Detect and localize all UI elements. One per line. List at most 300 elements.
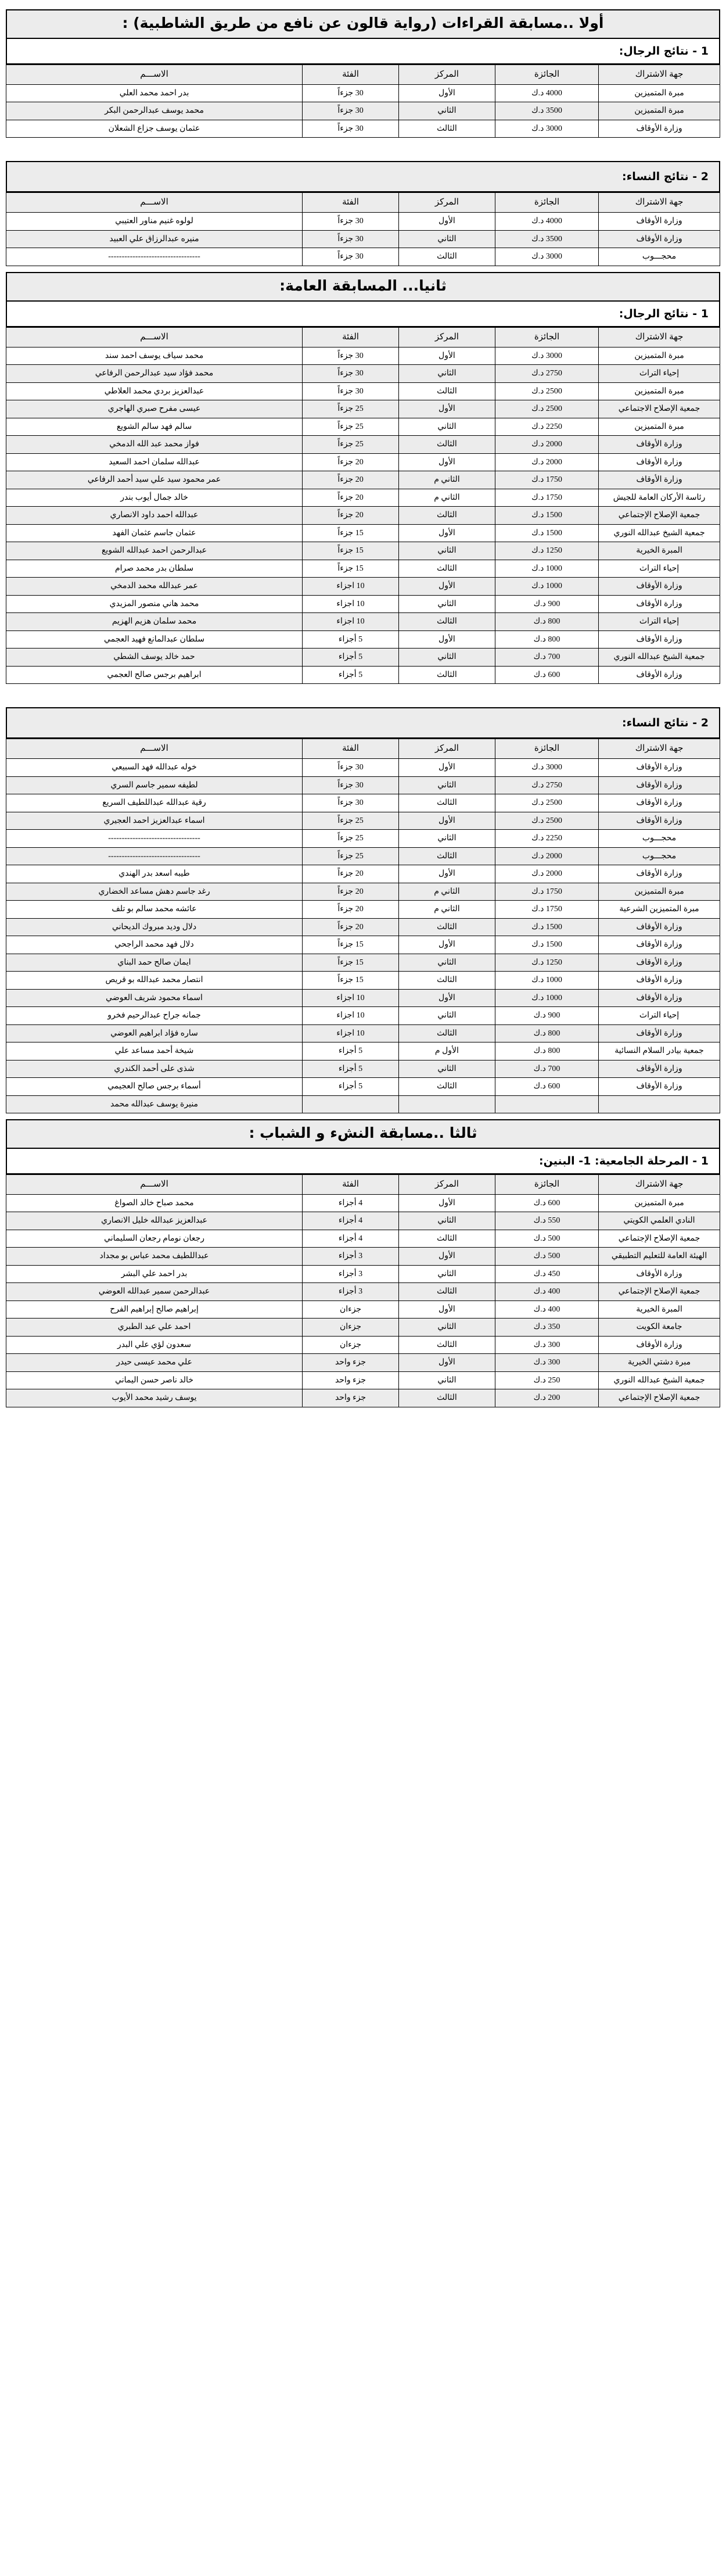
cell-organization: الهيئة العامة للتعليم التطبيقي	[599, 1248, 720, 1266]
table-row	[6, 453, 720, 471]
cell-category: 5 أجزاء	[303, 666, 399, 684]
cell-rank: الأول	[398, 213, 495, 231]
cell-prize: 400 د.ك	[495, 1300, 598, 1319]
cell-name: طيبه اسعد بدر الهندي	[6, 865, 303, 883]
cell-name: عائشه محمد سالم بو تلف	[6, 901, 303, 919]
cell-category: 30 جزءاً	[303, 230, 399, 248]
subsection-header-box	[6, 161, 720, 192]
cell-name: انتصار محمد عبدالله بو قريص	[6, 972, 303, 990]
subsection-heading: 1 - المرحلة الجامعية: 1- البنين:	[539, 1154, 709, 1167]
table-row	[6, 1060, 720, 1078]
cell-name: جمانه جراح عبدالرحيم فخرو	[6, 1007, 303, 1025]
table-row	[6, 794, 720, 812]
cell-rank: الأول	[398, 347, 495, 365]
cell-prize: 2000 د.ك	[495, 436, 598, 454]
table-row	[6, 1283, 720, 1301]
cell-category: 5 أجزاء	[303, 1060, 399, 1078]
cell-name: شذى على أحمد الكندري	[6, 1060, 303, 1078]
table-row	[6, 1319, 720, 1337]
cell-prize: 1750 د.ك	[495, 471, 598, 489]
cell-name: سالم فهد سالم الشويع	[6, 418, 303, 436]
table-header-row	[6, 65, 720, 84]
cell-prize: 1500 د.ك	[495, 936, 598, 954]
cell-prize: 800 د.ك	[495, 613, 598, 631]
col-header-prize: الجائزة	[495, 739, 598, 759]
cell-rank: الثالث	[398, 1230, 495, 1248]
cell-organization: وزارة الأوقاف	[599, 918, 720, 936]
table-row	[6, 936, 720, 954]
cell-category: 4 أجزاء	[303, 1212, 399, 1230]
table-header-row	[6, 1174, 720, 1194]
table-row	[6, 365, 720, 383]
cell-name: عبداللطيف محمد عباس بو مجداد	[6, 1248, 303, 1266]
col-header-prize: الجائزة	[495, 193, 598, 213]
cell-category: 10 اجزاء	[303, 595, 399, 613]
cell-rank: الثاني	[398, 649, 495, 667]
cell-category: 30 جزءاً	[303, 776, 399, 794]
cell-category: 30 جزءاً	[303, 120, 399, 138]
cell-name: محمد سياف يوسف احمد سند	[6, 347, 303, 365]
cell-category: 25 جزءاً	[303, 418, 399, 436]
cell-rank: الثاني م	[398, 471, 495, 489]
cell-organization: وزارة الأوقاف	[599, 759, 720, 777]
cell-category: جزءان	[303, 1319, 399, 1337]
cell-name: محمد هاني منصور المزيدي	[6, 595, 303, 613]
col-header-name: الاســـم	[6, 193, 303, 213]
cell-rank	[398, 1095, 495, 1113]
cell-rank: الثاني	[398, 830, 495, 848]
table-row	[6, 1300, 720, 1319]
cell-category: 15 جزءاً	[303, 560, 399, 578]
cell-organization: مبرة دشتي الخيرية	[599, 1354, 720, 1372]
cell-organization: إحياء التراث	[599, 613, 720, 631]
table-row	[6, 1230, 720, 1248]
cell-rank: الأول	[398, 812, 495, 830]
cell-prize: 400 د.ك	[495, 1283, 598, 1301]
table-row	[6, 578, 720, 596]
subsection-header-box	[6, 302, 720, 327]
cell-prize: 2500 د.ك	[495, 382, 598, 400]
cell-name: محمد صباح خالد الصواغ	[6, 1194, 303, 1212]
cell-name: فواز محمد عبد الله الدمخي	[6, 436, 303, 454]
cell-rank: الثالث	[398, 794, 495, 812]
table-row	[6, 418, 720, 436]
cell-name: سعدون لؤي علي البدر	[6, 1336, 303, 1354]
cell-category: 30 جزءاً	[303, 84, 399, 102]
cell-category: 20 جزءاً	[303, 865, 399, 883]
table-row	[6, 1042, 720, 1061]
cell-organization: وزارة الأوقاف	[599, 120, 720, 138]
table-row	[6, 1265, 720, 1283]
cell-prize: 1000 د.ك	[495, 578, 598, 596]
cell-organization: المبرة الخيرية	[599, 1300, 720, 1319]
cell-category: 25 جزءاً	[303, 830, 399, 848]
cell-prize: 1750 د.ك	[495, 489, 598, 507]
cell-organization: وزارة الأوقاف	[599, 1024, 720, 1042]
section-banner-0	[6, 9, 720, 39]
cell-category: جزءان	[303, 1336, 399, 1354]
cell-organization: وزارة الأوقاف	[599, 595, 720, 613]
table-row	[6, 84, 720, 102]
cell-name: سلطان عبدالمانع فهيد العجمي	[6, 630, 303, 649]
cell-name: علي محمد عيسى حيدر	[6, 1354, 303, 1372]
cell-rank: الأول م	[398, 1042, 495, 1061]
col-header-category: الفئة	[303, 739, 399, 759]
cell-category: 25 جزءاً	[303, 436, 399, 454]
cell-organization: وزارة الأوقاف	[599, 1265, 720, 1283]
cell-prize: 900 د.ك	[495, 1007, 598, 1025]
table-row	[6, 400, 720, 418]
cell-name: عبدالعزيز عبدالله خليل الانصاري	[6, 1212, 303, 1230]
table-row	[6, 847, 720, 865]
table-row	[6, 347, 720, 365]
cell-rank: الثاني	[398, 1371, 495, 1389]
cell-rank: الأول	[398, 1354, 495, 1372]
cell-name: أسماء برجس صالح العجيمي	[6, 1078, 303, 1096]
cell-rank: الأول	[398, 865, 495, 883]
cell-category: 25 جزءاً	[303, 812, 399, 830]
cell-organization: وزارة الأوقاف	[599, 578, 720, 596]
cell-name: ايمان صالح حمد البناي	[6, 954, 303, 972]
cell-rank: الثاني	[398, 1319, 495, 1337]
cell-category: 20 جزءاً	[303, 507, 399, 525]
cell-category: 10 اجزاء	[303, 989, 399, 1007]
cell-rank: الأول	[398, 1194, 495, 1212]
cell-category: 20 جزءاً	[303, 453, 399, 471]
cell-organization: إحياء التراث	[599, 1007, 720, 1025]
cell-prize: 800 د.ك	[495, 630, 598, 649]
cell-prize: 300 د.ك	[495, 1354, 598, 1372]
table-row	[6, 471, 720, 489]
cell-prize: 350 د.ك	[495, 1319, 598, 1337]
cell-name: منيرة يوسف عبدالله محمد	[6, 1095, 303, 1113]
table-header-row	[6, 739, 720, 759]
cell-category: 10 اجزاء	[303, 1007, 399, 1025]
section-gap	[6, 684, 720, 699]
cell-rank: الثاني	[398, 595, 495, 613]
table-row	[6, 1371, 720, 1389]
cell-organization: وزارة الأوقاف	[599, 776, 720, 794]
table-row	[6, 666, 720, 684]
cell-name: محمد يوسف عبدالرحمن البكر	[6, 102, 303, 120]
col-header-rank: المركز	[398, 327, 495, 347]
table-header-row	[6, 327, 720, 347]
cell-prize: 1250 د.ك	[495, 954, 598, 972]
table-row	[6, 230, 720, 248]
cell-rank: الثاني	[398, 1212, 495, 1230]
results-table-1	[6, 192, 720, 266]
cell-prize: 1000 د.ك	[495, 560, 598, 578]
cell-rank: الثالث	[398, 436, 495, 454]
sections-container	[6, 9, 720, 1407]
results-table-0	[6, 65, 720, 138]
cell-category: 20 جزءاً	[303, 471, 399, 489]
cell-prize: 250 د.ك	[495, 1371, 598, 1389]
cell-category: 30 جزءاً	[303, 382, 399, 400]
cell-prize: 2500 د.ك	[495, 400, 598, 418]
table-row	[6, 524, 720, 542]
cell-rank: الثاني	[398, 418, 495, 436]
col-header-category: الفئة	[303, 1174, 399, 1194]
cell-organization: وزارة الأوقاف	[599, 936, 720, 954]
table-row	[6, 542, 720, 560]
cell-organization: وزارة الأوقاف	[599, 1336, 720, 1354]
cell-prize: 1500 د.ك	[495, 918, 598, 936]
cell-name: إبراهيم صالح إبراهيم الفرح	[6, 1300, 303, 1319]
cell-rank: الأول	[398, 759, 495, 777]
section-title: أولا ..مسابقة القراءات (رواية قالون عن نافع من طريق الشاطبية) :	[122, 15, 604, 31]
cell-rank: الثالث	[398, 918, 495, 936]
cell-organization: مبرة المتميزين	[599, 418, 720, 436]
cell-name: ----------------------------------	[6, 847, 303, 865]
cell-category: 15 جزءاً	[303, 954, 399, 972]
cell-organization: إحياء التراث	[599, 365, 720, 383]
section-title: ثالثا ..مسابقة النشء و الشباب :	[249, 1124, 477, 1141]
cell-category: 30 جزءاً	[303, 365, 399, 383]
cell-category: 20 جزءاً	[303, 901, 399, 919]
table-row	[6, 865, 720, 883]
cell-prize: 1000 د.ك	[495, 989, 598, 1007]
cell-name: ساره فؤاد ابراهيم العوضي	[6, 1024, 303, 1042]
col-header-name: الاســـم	[6, 65, 303, 84]
table-row	[6, 436, 720, 454]
cell-prize: 3000 د.ك	[495, 248, 598, 266]
table-row	[6, 918, 720, 936]
cell-prize	[495, 1095, 598, 1113]
cell-rank: الثاني	[398, 542, 495, 560]
cell-category: 30 جزءاً	[303, 794, 399, 812]
table-row	[6, 1024, 720, 1042]
cell-category: 25 جزءاً	[303, 847, 399, 865]
cell-organization: وزارة الأوقاف	[599, 812, 720, 830]
table-row	[6, 102, 720, 120]
col-header-name: الاســـم	[6, 327, 303, 347]
cell-category: جزء واحد	[303, 1389, 399, 1407]
cell-name: اسماء محمود شريف العوضي	[6, 989, 303, 1007]
cell-prize: 450 د.ك	[495, 1265, 598, 1283]
cell-rank: الثالث	[398, 1024, 495, 1042]
cell-name: شيخة أحمد مساعد علي	[6, 1042, 303, 1061]
table-row	[6, 649, 720, 667]
cell-organization: إحياء التراث	[599, 560, 720, 578]
cell-prize: 4000 د.ك	[495, 84, 598, 102]
cell-name: لطيفه سمير جاسم السري	[6, 776, 303, 794]
table-row	[6, 1007, 720, 1025]
cell-prize: 1500 د.ك	[495, 507, 598, 525]
table-row	[6, 989, 720, 1007]
cell-name: خوله عبدالله فهد السبيعي	[6, 759, 303, 777]
cell-rank: الثالث	[398, 560, 495, 578]
cell-rank: الأول	[398, 1248, 495, 1266]
cell-organization: وزارة الأوقاف	[599, 666, 720, 684]
cell-prize: 1500 د.ك	[495, 524, 598, 542]
col-header-prize: الجائزة	[495, 65, 598, 84]
cell-name: رغد جاسم دهش مساعد الخضاري	[6, 883, 303, 901]
cell-organization: جمعية الإصلاح الإجتماعي	[599, 1389, 720, 1407]
cell-organization: جمعية الشيخ عبدالله النوري	[599, 524, 720, 542]
cell-organization: النادي العلمي الكويتي	[599, 1212, 720, 1230]
cell-prize: 3500 د.ك	[495, 230, 598, 248]
cell-rank: الثالث	[398, 1078, 495, 1096]
cell-category: 30 جزءاً	[303, 102, 399, 120]
cell-rank: الأول	[398, 400, 495, 418]
cell-rank: الثاني	[398, 776, 495, 794]
table-row	[6, 1389, 720, 1407]
cell-prize: 600 د.ك	[495, 1194, 598, 1212]
cell-category: جزء واحد	[303, 1371, 399, 1389]
cell-prize: 1750 د.ك	[495, 883, 598, 901]
results-table-2	[6, 327, 720, 685]
cell-rank: الثالث	[398, 666, 495, 684]
cell-rank: الأول	[398, 524, 495, 542]
cell-rank: الثاني م	[398, 883, 495, 901]
cell-rank: الثالث	[398, 507, 495, 525]
cell-organization: وزارة الأوقاف	[599, 1060, 720, 1078]
table-row	[6, 1194, 720, 1212]
cell-prize: 1750 د.ك	[495, 901, 598, 919]
table-row	[6, 1354, 720, 1372]
cell-rank: الأول	[398, 630, 495, 649]
cell-prize: 500 د.ك	[495, 1248, 598, 1266]
cell-prize: 900 د.ك	[495, 595, 598, 613]
cell-rank: الأول	[398, 936, 495, 954]
table-row	[6, 1078, 720, 1096]
cell-organization: مبرة المتميزين	[599, 102, 720, 120]
table-row	[6, 630, 720, 649]
table-row	[6, 595, 720, 613]
cell-rank: الأول	[398, 84, 495, 102]
cell-organization: جمعية الإصلاح الإجتماعي	[599, 507, 720, 525]
cell-name: ----------------------------------	[6, 830, 303, 848]
cell-category: 15 جزءاً	[303, 524, 399, 542]
cell-name: عمر عبدالله محمد الدمخي	[6, 578, 303, 596]
table-row	[6, 213, 720, 231]
table-row	[6, 489, 720, 507]
cell-name: حمد خالد يوسف الشطي	[6, 649, 303, 667]
cell-organization: محجـــوب	[599, 830, 720, 848]
cell-name: دلال فهد محمد الراجحي	[6, 936, 303, 954]
table-row	[6, 560, 720, 578]
table-row	[6, 120, 720, 138]
cell-name: عبدالرحمن احمد عبدالله الشويع	[6, 542, 303, 560]
cell-organization: مبرة المتميزين	[599, 883, 720, 901]
cell-rank: الأول	[398, 453, 495, 471]
table-row	[6, 1336, 720, 1354]
cell-name: محمد فؤاد سيد عبدالرحمن الرفاعي	[6, 365, 303, 383]
cell-organization: رئاسة الأركان العامة للجيش	[599, 489, 720, 507]
cell-name: عبدالله احمد داود الانصاري	[6, 507, 303, 525]
cell-organization: مبرة المتميزين	[599, 84, 720, 102]
cell-rank: الأول	[398, 989, 495, 1007]
results-table-4	[6, 1174, 720, 1407]
cell-prize: 1000 د.ك	[495, 972, 598, 990]
section-banner-2	[6, 1119, 720, 1149]
cell-prize: 2250 د.ك	[495, 418, 598, 436]
cell-name: ابراهيم برجس صالح العجمي	[6, 666, 303, 684]
cell-prize: 3000 د.ك	[495, 347, 598, 365]
cell-name: عبدالرحمن سمير عبدالله العوضي	[6, 1283, 303, 1301]
subsection-heading: 2 - نتائج النساء:	[622, 170, 709, 184]
cell-name: منيره عبدالرزاق علي العبيد	[6, 230, 303, 248]
cell-name: عثمان يوسف جزاع الشعلان	[6, 120, 303, 138]
cell-prize: 700 د.ك	[495, 1060, 598, 1078]
col-header-name: الاســـم	[6, 739, 303, 759]
cell-prize: 3000 د.ك	[495, 120, 598, 138]
col-header-organization: جهة الاشتراك	[599, 1174, 720, 1194]
cell-category: جزءان	[303, 1300, 399, 1319]
section-gap	[6, 138, 720, 153]
subsection-header-box	[6, 39, 720, 65]
cell-category: 30 جزءاً	[303, 759, 399, 777]
cell-organization: محجـــوب	[599, 847, 720, 865]
cell-category: جزء واحد	[303, 1354, 399, 1372]
cell-prize: 2000 د.ك	[495, 847, 598, 865]
cell-rank: الثاني	[398, 1060, 495, 1078]
col-header-prize: الجائزة	[495, 1174, 598, 1194]
col-header-organization: جهة الاشتراك	[599, 65, 720, 84]
cell-prize: 2500 د.ك	[495, 794, 598, 812]
cell-prize: 550 د.ك	[495, 1212, 598, 1230]
cell-organization: جمعية الإصلاح الاجتماعي	[599, 400, 720, 418]
cell-organization: وزارة الأوقاف	[599, 436, 720, 454]
cell-rank: الثالث	[398, 1336, 495, 1354]
cell-name: عيسى مفرح صبري الهاجري	[6, 400, 303, 418]
table-row	[6, 830, 720, 848]
cell-prize: 2250 د.ك	[495, 830, 598, 848]
cell-prize: 2750 د.ك	[495, 776, 598, 794]
cell-rank: الثالث	[398, 1389, 495, 1407]
table-row	[6, 613, 720, 631]
cell-rank: الثالث	[398, 1283, 495, 1301]
subsection-header-box	[6, 1149, 720, 1174]
cell-rank: الثالث	[398, 847, 495, 865]
cell-name: لولوه غنيم مناور العتيبي	[6, 213, 303, 231]
cell-category: 3 أجزاء	[303, 1248, 399, 1266]
cell-organization: مبرة المتميزين	[599, 1194, 720, 1212]
section-banner-1	[6, 272, 720, 302]
cell-organization: جمعية الشيخ عبدالله النوري	[599, 649, 720, 667]
cell-category: 15 جزءاً	[303, 972, 399, 990]
cell-category: 20 جزءاً	[303, 489, 399, 507]
cell-prize: 2750 د.ك	[495, 365, 598, 383]
cell-organization: وزارة الأوقاف	[599, 794, 720, 812]
cell-category	[303, 1095, 399, 1113]
cell-rank: الثالث	[398, 972, 495, 990]
cell-category: 3 أجزاء	[303, 1283, 399, 1301]
cell-prize: 2500 د.ك	[495, 812, 598, 830]
cell-organization: مبرة المتميزين	[599, 382, 720, 400]
table-row	[6, 901, 720, 919]
cell-prize: 600 د.ك	[495, 666, 598, 684]
cell-organization: وزارة الأوقاف	[599, 630, 720, 649]
table-row	[6, 759, 720, 777]
cell-prize: 800 د.ك	[495, 1042, 598, 1061]
cell-category: 10 اجزاء	[303, 613, 399, 631]
cell-category: 3 أجزاء	[303, 1265, 399, 1283]
cell-prize: 2000 د.ك	[495, 865, 598, 883]
cell-prize: 2000 د.ك	[495, 453, 598, 471]
table-row	[6, 248, 720, 266]
cell-name: خالد جمال أيوب بندر	[6, 489, 303, 507]
cell-prize: 3500 د.ك	[495, 102, 598, 120]
cell-prize: 200 د.ك	[495, 1389, 598, 1407]
col-header-category: الفئة	[303, 193, 399, 213]
cell-rank: الثاني	[398, 230, 495, 248]
col-header-rank: المركز	[398, 193, 495, 213]
cell-category: 5 أجزاء	[303, 649, 399, 667]
cell-category: 10 اجزاء	[303, 578, 399, 596]
cell-name: اسماء عبدالعزيز احمد العجيري	[6, 812, 303, 830]
